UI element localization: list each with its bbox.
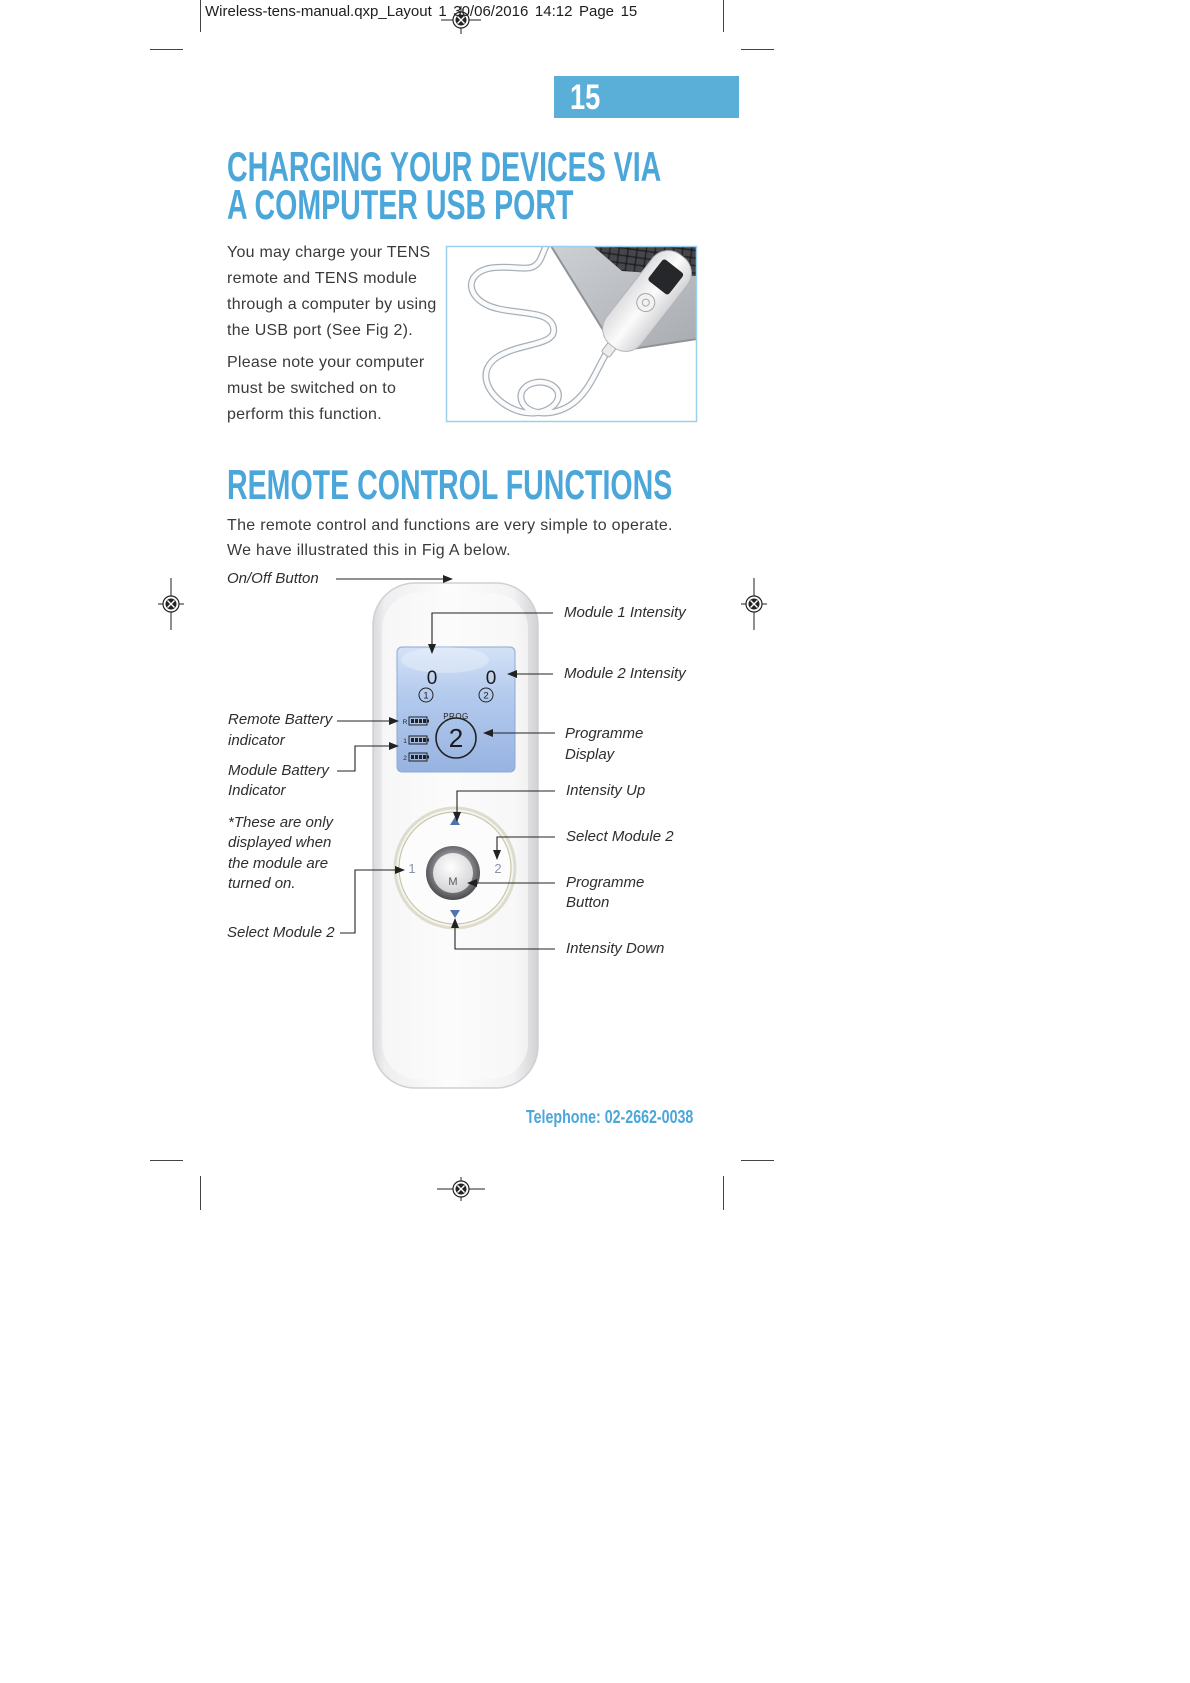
callout-line: the module are [228, 854, 329, 872]
battery-label-module-1: 1 [403, 738, 407, 745]
programme-button-label: M [448, 876, 458, 888]
lcd-module-2-intensity: 0 [485, 668, 497, 689]
callout-line: Programme [566, 874, 645, 891]
remote-control-illustration [373, 583, 538, 1088]
paragraph-line: We have illustrated this in Fig A below. [227, 542, 511, 559]
lcd-programme-number: 2 [448, 723, 464, 753]
callout-module-battery [228, 761, 329, 801]
callout-on-off-button: On/Off Button [227, 570, 319, 587]
paragraph-line: the USB port (See Fig 2). [227, 322, 413, 339]
callout-line: *These are only [228, 814, 334, 831]
callout-select-module-left: Select Module 2 [227, 924, 335, 941]
charging-heading-line-1: CHARGING YOUR DEVICES VIA [227, 143, 662, 190]
callout-line: displayed when [228, 834, 332, 852]
paragraph-line: must be switched on to [227, 380, 397, 397]
lcd-prog-label: PROG [443, 712, 469, 721]
charging-heading [227, 143, 662, 228]
callout-module-1-intensity: Module 1 Intensity [564, 604, 686, 621]
callout-line: Programme [565, 725, 644, 742]
lcd-screen [397, 647, 515, 772]
registration-mark-left [158, 578, 184, 630]
dial-select-right: 2 [494, 861, 502, 876]
usb-charging-photo [447, 243, 699, 421]
callout-line: Remote Battery [228, 711, 333, 728]
charging-heading-line-2: A COMPUTER USB PORT [227, 181, 574, 228]
remote-heading [227, 461, 673, 508]
callout-remote-battery [228, 709, 332, 751]
charging-paragraph-1 [227, 240, 437, 344]
callout-line: Display [565, 746, 615, 763]
paragraph-line: perform this function. [227, 406, 382, 423]
lcd-module-1-marker: 1 [423, 690, 429, 702]
control-dial [395, 808, 515, 928]
callout-programme-display [565, 723, 643, 765]
callout-intensity-down: Intensity Down [566, 940, 665, 957]
dial-select-left: 1 [408, 861, 416, 876]
registration-mark-bottom [437, 1177, 485, 1201]
battery-label-module-2: 2 [403, 755, 407, 762]
paragraph-line: The remote control and functions are very simple to operate. [227, 517, 673, 534]
callout-line: Indicator [228, 782, 286, 799]
remote-intro [227, 513, 673, 563]
registration-mark-right [741, 578, 767, 630]
paragraph-line: Please note your computer [227, 354, 425, 371]
callout-line: Module Battery [228, 762, 329, 779]
remote-heading-line: REMOTE CONTROL FUNCTIONS [227, 461, 673, 508]
battery-label-remote: R [402, 719, 408, 726]
callout-line: Button [566, 894, 610, 911]
callout-programme-button [566, 873, 644, 913]
lcd-module-2-marker: 2 [483, 690, 489, 702]
callout-module-2-intensity: Module 2 Intensity [564, 665, 686, 682]
callout-intensity-up: Intensity Up [566, 782, 646, 799]
paragraph-line: You may charge your TENS [227, 244, 431, 261]
page-number: 15 [570, 78, 601, 117]
print-slug: Wireless-tens-manual.qxp_Layout 1 30/06/2016 14:12 Page 15 [205, 3, 638, 20]
lcd-module-1-intensity: 0 [426, 668, 438, 689]
paragraph-line: remote and TENS module [227, 270, 418, 287]
charging-paragraph-2 [227, 350, 424, 428]
callout-select-module-right: Select Module 2 [566, 828, 674, 845]
footer-telephone: Telephone: 02-2662-0038 [526, 1107, 694, 1127]
callout-line: turned on. [228, 874, 296, 892]
callout-line: indicator [228, 732, 285, 749]
paragraph-line: through a computer by using [227, 296, 437, 313]
callout-note [228, 813, 333, 894]
